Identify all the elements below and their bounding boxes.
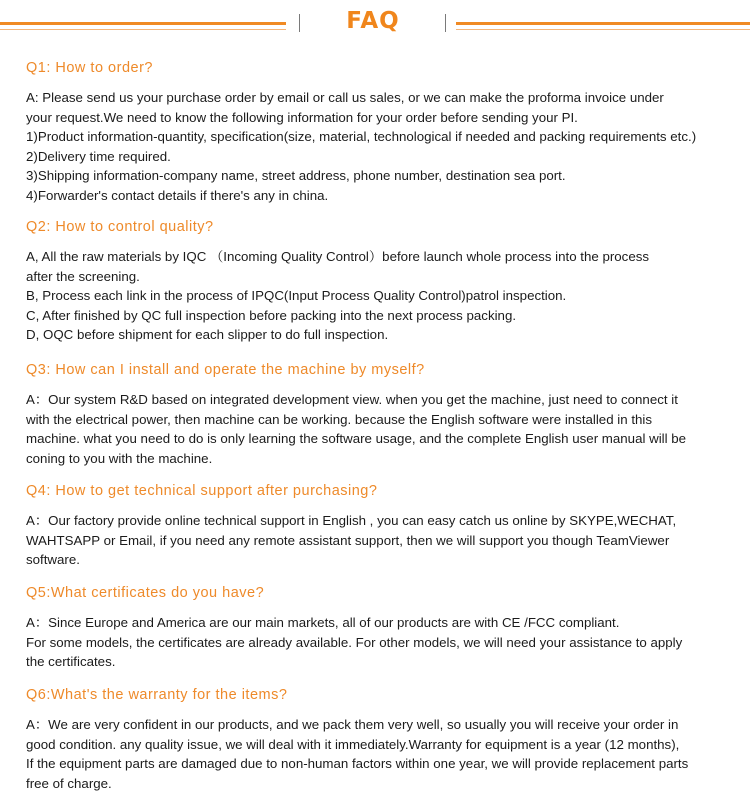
faq-item-5 xyxy=(26,585,742,672)
faq-answer-line: For some models, the certificates are already available. For other models, we will need your assistance to apply xyxy=(26,634,683,650)
faq-answer-line: 1)Product information-quantity, specification(size, material, technological if needed and packing requirements etc.) xyxy=(26,129,697,144)
faq-item-2 xyxy=(26,219,742,345)
faq-question: Q5:What certificates do you have? xyxy=(26,585,265,601)
faq-answer-line: your request.We need to know the following information for your order before sending your PI. xyxy=(26,109,578,125)
faq-answer-line: after the screening. xyxy=(26,268,140,284)
faq-answer-line: machine. what you need to do is only learning the software usage, and the complete English user manual will be xyxy=(26,431,687,446)
faq-answer-line: free of charge. xyxy=(26,775,112,791)
faq-answer-line: 2)Delivery time required. xyxy=(26,148,171,164)
faq-item-4 xyxy=(26,483,742,570)
header-bar-right xyxy=(445,14,446,32)
faq-answer-line: C, After finished by QC full inspection before packing into the next process packing. xyxy=(26,307,517,323)
faq-answer-line: the certificates. xyxy=(26,654,116,669)
faq-answer-line: 3)Shipping information-company name, street address, phone number, destination sea port. xyxy=(26,168,566,183)
faq-question: Q1: How to order? xyxy=(26,60,153,76)
faq-item-6 xyxy=(26,687,742,793)
faq-answer xyxy=(26,390,742,468)
faq-answer xyxy=(26,247,742,345)
faq-answer-line: A：Since Europe and America are our main markets, all of our products are with CE /FCC compliant. xyxy=(26,615,620,630)
faq-answer-line: WAHTSAPP or Email, if you need any remote assistant support, then we will support you though TeamViewer xyxy=(26,532,670,548)
faq-answer-line: A, All the raw materials by IQC （Incoming Quality Control）before launch whole process into the process xyxy=(26,249,650,264)
faq-answer-line: software. xyxy=(26,552,80,567)
faq-answer-line: coning to you with the machine. xyxy=(26,450,213,466)
faq-question: Q4: How to get technical support after purchasing? xyxy=(26,483,378,499)
page-title: FAQ xyxy=(346,8,400,34)
faq-answer xyxy=(26,613,742,672)
faq-answer-line: B, Process each link in the process of IPQC(Input Process Quality Control)patrol inspection. xyxy=(26,288,567,303)
faq-answer xyxy=(26,88,742,205)
faq-answer-line: D, OQC before shipment for each slipper to do full inspection. xyxy=(26,327,389,342)
header-divider-right xyxy=(456,22,750,25)
faq-answer-line: with the electrical power, then machine can be working. because the English software were installed in this xyxy=(26,411,653,427)
faq-answer-line: A: Please send us your purchase order by email or call us sales, or we can make the proforma invoice under xyxy=(26,90,664,105)
faq-answer xyxy=(26,715,742,793)
faq-answer xyxy=(26,511,742,570)
faq-answer-line: A：Our system R&D based on integrated development view. when you get the machine, just need to connect it xyxy=(26,392,678,407)
faq-answer-line: good condition. any quality issue, we will deal with it immediately.Warranty for equipment is a year (12 months), xyxy=(26,736,680,752)
header-divider-left xyxy=(0,22,286,25)
faq-answer-line: A：We are very confident in our products, and we pack them very well, so usually you will receive your order in xyxy=(26,717,679,732)
faq-item-3 xyxy=(26,362,742,468)
faq-question: Q2: How to control quality? xyxy=(26,219,214,235)
faq-question: Q6:What's the warranty for the items? xyxy=(26,687,288,703)
faq-item-1 xyxy=(26,60,742,205)
faq-answer-line: If the equipment parts are damaged due to non-human factors within one year, we will provide replacement parts xyxy=(26,756,689,771)
faq-question: Q3: How can I install and operate the machine by myself? xyxy=(26,362,425,378)
faq-answer-line: 4)Forwarder's contact details if there's any in china. xyxy=(26,187,329,203)
faq-answer-line: A：Our factory provide online technical support in English , you can easy catch us online by SKYPE,WECHAT, xyxy=(26,513,677,528)
